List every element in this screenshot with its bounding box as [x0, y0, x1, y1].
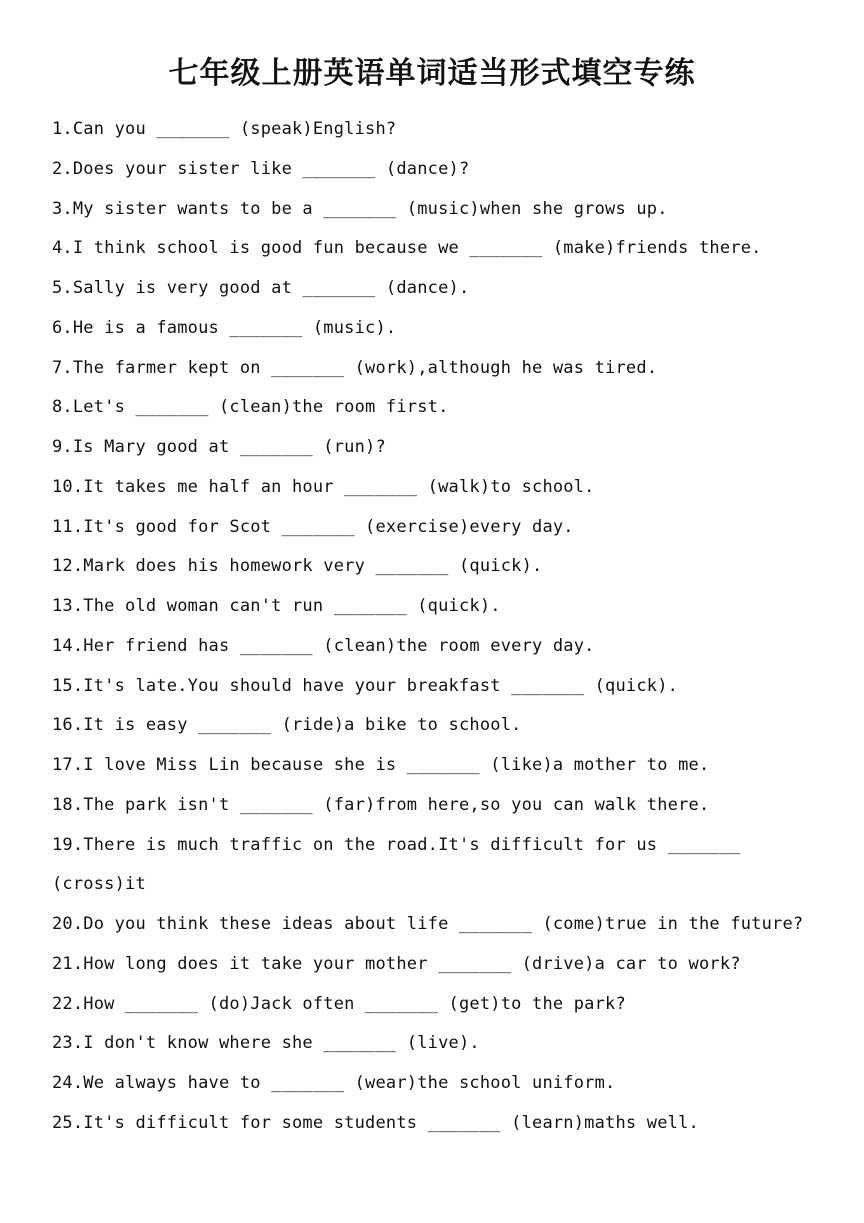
exercise-line: 10.It takes me half an hour _______ (walk)to school.	[52, 476, 595, 497]
exercise-line: 9.Is Mary good at _______ (run)?	[52, 437, 386, 457]
exercise-line: 18.The park isn't _______ (far)from here,so you can walk there.	[52, 794, 710, 815]
exercise-line: 20.Do you think these ideas about life _______ (come)true in the future?	[52, 914, 804, 934]
exercise-line: 17.I love Miss Lin because she is _______ (like)a mother to me.	[52, 755, 710, 775]
exercise-line: (cross)it	[52, 874, 146, 895]
exercise-line: 23.I don't know where she _______ (live).	[52, 1033, 480, 1054]
exercise-line: 2.Does your sister like _______ (dance)?	[52, 158, 470, 179]
exercise-line: 12.Mark does his homework very _______ (quick).	[52, 556, 543, 577]
exercise-line: 21.How long does it take your mother _______ (drive)a car to work?	[52, 953, 741, 974]
exercise-line: 16.It is easy _______ (ride)a bike to school.	[52, 715, 522, 736]
worksheet-title: 七年级上册英语单词适当形式填空专练	[168, 56, 696, 91]
exercise-line: 14.Her friend has _______ (clean)the room every day.	[52, 635, 595, 656]
exercise-line: 8.Let's _______ (clean)the room first.	[52, 397, 449, 418]
exercise-line: 5.Sally is very good at _______ (dance).	[52, 278, 470, 298]
exercise-line: 15.It's late.You should have your breakfast _______ (quick).	[52, 675, 679, 696]
exercise-line: 3.My sister wants to be a _______ (music)when she grows up.	[52, 198, 668, 219]
exercise-line: 6.He is a famous _______ (music).	[52, 317, 397, 338]
exercise-line: 1.Can you _______ (speak)English?	[52, 119, 397, 139]
exercise-line: 13.The old woman can't run _______ (quick).	[52, 596, 501, 616]
exercise-line: 4.I think school is good fun because we _______ (make)friends there.	[52, 238, 762, 259]
exercise-line: 11.It's good for Scot _______ (exercise)every day.	[52, 516, 574, 537]
exercise-line: 25.It's difficult for some students _______ (learn)maths well.	[52, 1112, 699, 1133]
exercise-list	[52, 110, 842, 1144]
exercise-line: 24.We always have to _______ (wear)the school uniform.	[52, 1073, 616, 1093]
exercise-line: 7.The farmer kept on _______ (work),although he was tired.	[52, 357, 658, 378]
exercise-line: 22.How _______ (do)Jack often _______ (get)to the park?	[52, 993, 626, 1014]
exercise-line: 19.There is much traffic on the road.It's difficult for us _______	[52, 834, 741, 855]
